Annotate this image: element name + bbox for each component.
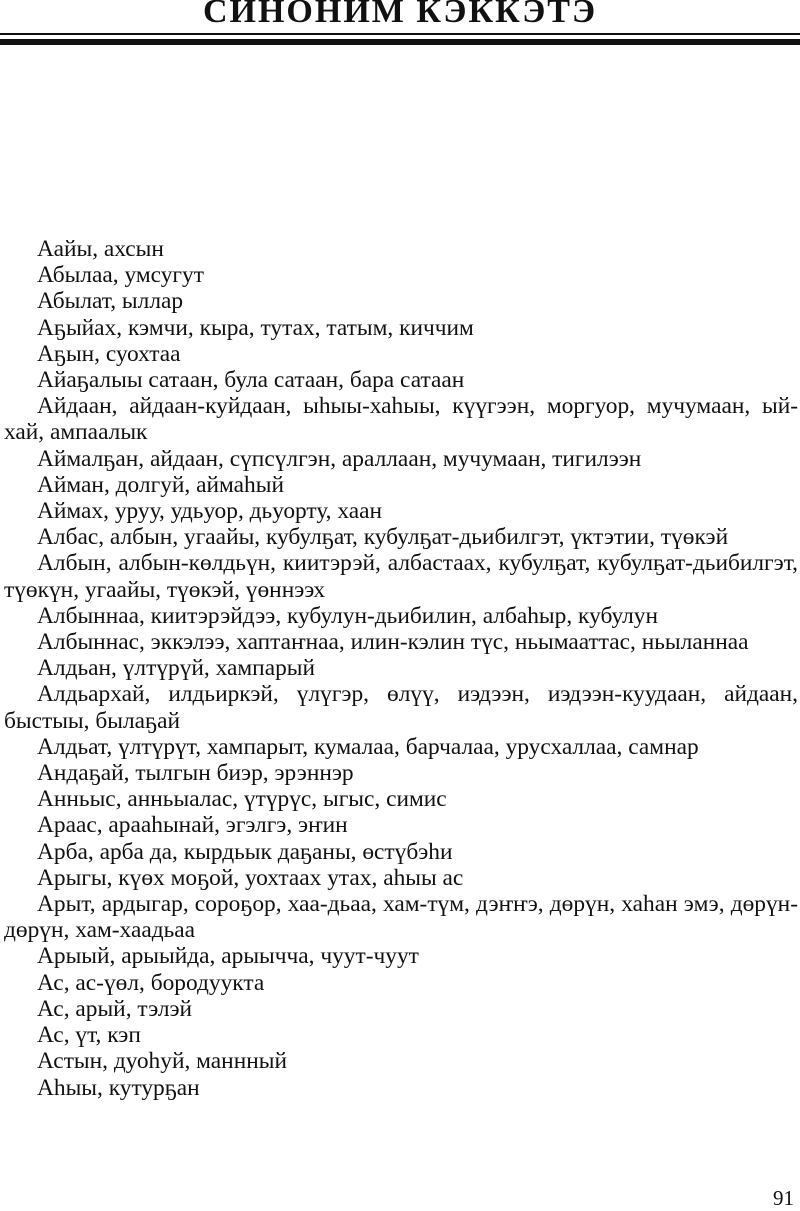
synonym-entry: Анньыс, анньыалас, үтүрүс, ыгыс, симис bbox=[37, 786, 447, 813]
synonym-entry: Аайы, ахсын bbox=[37, 236, 164, 262]
synonym-entry: Арыт, ардыгар, сороҕор, хаа-дьаа, хам-түм, дэҥҥэ, дөрүн, хаһан эмэ, дөрүн-дөрүн, хам-хаадьаа bbox=[4, 891, 798, 944]
synonym-entry: Албыннас, эккэлээ, хаптаҥнаа, илин-кэлин түс, ньымааттас, ньыланнаа bbox=[37, 629, 749, 656]
synonym-entry: Арыый, арыыйда, арыычча, чуут-чуут bbox=[37, 943, 419, 970]
synonym-entry: Арба, арба да, кырдьык даҕаны, өстүбэһи bbox=[37, 838, 453, 865]
synonym-entry: Алдьархай, илдьиркэй, үлүгэр, өлүү, иэдээн, иэдээн-куудаан, айдаан, быстыы, былаҕай bbox=[4, 681, 798, 734]
synonym-entry: Аймалҕан, айдаан, сүпсүлгэн, араллаан, мучумаан, тигилээн bbox=[37, 445, 642, 472]
synonym-entry: Аймах, уруу, удьуор, дьуорту, хаан bbox=[37, 498, 383, 525]
running-header bbox=[0, 0, 800, 48]
synonym-entry: Андаҕай, тылгын биэр, эрэннэр bbox=[37, 760, 354, 787]
synonym-entry: Айман, долгуй, аймаһый bbox=[37, 471, 284, 498]
synonym-entry: Аҕыйах, кэмчи, кыра, тутах, татым, киччим bbox=[37, 314, 474, 341]
synonym-entry: Албыннаа, киитэрэйдээ, кубулун-дьибилин, албаһыр, кубулун bbox=[37, 602, 659, 629]
synonym-entry: Ас, үт, кэп bbox=[37, 1022, 141, 1049]
page-title: СИНОНИМ КЭККЭТЭ bbox=[202, 0, 598, 30]
synonym-entry: Араас, арааһынай, эгэлгэ, эҥин bbox=[37, 812, 348, 839]
synonym-entry: Айдаан, айдаан-куйдаан, ыһыы-хаһыы, күүгээн, моргуор, мучумаан, ый-хай, ампаалык bbox=[4, 393, 798, 446]
synonym-entry: Абылат, ыллар bbox=[37, 288, 184, 315]
synonym-entry: Алдьан, үлтүрүй, хампарый bbox=[37, 655, 316, 682]
synonym-entry: Албас, албын, угаайы, кубулҕат, кубулҕат-дьибилгэт, үктэтии, түөкэй bbox=[37, 524, 729, 551]
synonym-entry: Ас, ас-үөл, бородуукта bbox=[37, 969, 265, 996]
header-rule-thin bbox=[0, 33, 800, 35]
page-number: 91 bbox=[773, 1186, 794, 1210]
synonym-entry: Албын, албын-көлдьүн, киитэрэй, албастаах, кубулҕат, кубулҕат-дьибилгэт, түөкүн, угаайы, түөкэй, үөннээх bbox=[4, 550, 798, 603]
synonym-entry: Арыгы, күөх моҕой, уохтаах утах, аһыы ас bbox=[37, 864, 464, 891]
synonym-entry: Абылаа, умсугут bbox=[37, 262, 204, 289]
synonym-entry: Айаҕалыы сатаан, була сатаан, бара сатаан bbox=[37, 367, 465, 394]
synonym-entry: Алдьат, үлтүрүт, хампарыт, кумалаа, барчалаа, урусхаллаа, самнар bbox=[37, 733, 699, 760]
synonym-entry-list bbox=[4, 236, 798, 1101]
synonym-entry: Ас, арый, тэлэй bbox=[37, 995, 193, 1022]
synonym-entry: Аһыы, кутурҕан bbox=[37, 1074, 200, 1101]
synonym-entry: Астын, дуоһуй, маннный bbox=[37, 1048, 287, 1075]
synonym-entry: Аҕын, суохтаа bbox=[37, 340, 181, 367]
header-rule-thick bbox=[0, 39, 800, 45]
